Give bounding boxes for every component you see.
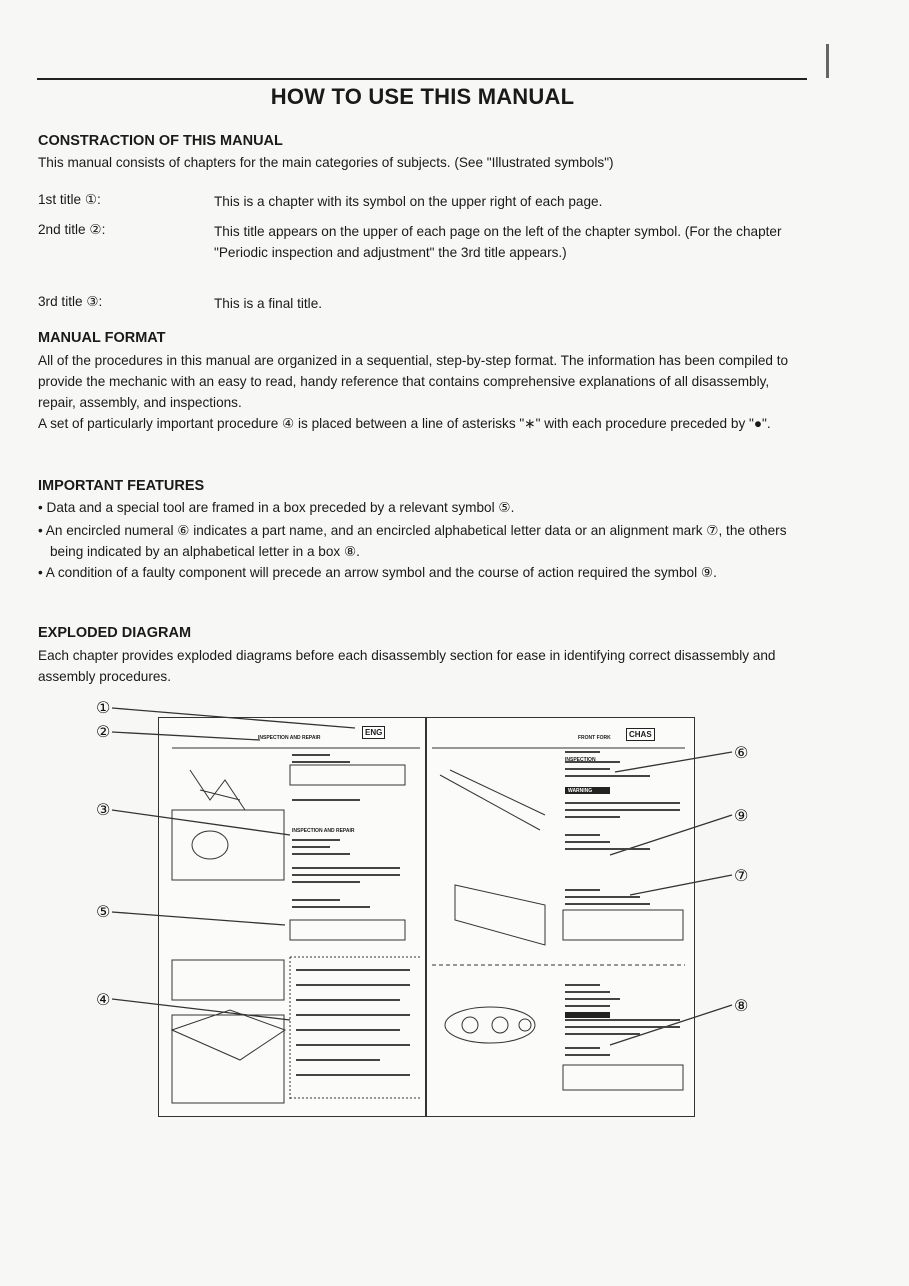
format-paragraph-2: A set of particularly important procedure ④ is placed between a line of asterisks "∗" with each procedure preceded by "●". xyxy=(38,416,771,431)
title-2-text: This title appears on the upper of each page on the left of the chapter symbol. (For the chapter "Periodic inspection and adjustment" the 3rd title appears.) xyxy=(214,224,782,260)
callout-5: ⑤ xyxy=(96,904,111,921)
feature-item-1: • Data and a special tool are framed in a box preceded by a relevant symbol ⑤. xyxy=(38,500,515,515)
callout-4: ④ xyxy=(96,992,111,1009)
figure-right-subtitle: INSPECTION xyxy=(565,757,596,763)
section-heading-format: MANUAL FORMAT xyxy=(38,330,166,346)
figure-left-header: INSPECTION AND REPAIR xyxy=(258,735,321,741)
exploded-text: Each chapter provides exploded diagrams before each disassembly section for ease in identifying correct disassembly and assembly procedures. xyxy=(38,648,776,684)
section-heading-construction: CONSTRACTION OF THIS MANUAL xyxy=(38,133,283,149)
title-3-label: 3rd title ③: xyxy=(38,294,103,309)
callout-9: ⑨ xyxy=(734,808,749,825)
section-heading-exploded: EXPLODED DIAGRAM xyxy=(38,625,192,641)
title-2-label: 2nd title ②: xyxy=(38,222,106,237)
callout-6: ⑥ xyxy=(734,745,749,762)
format-paragraph-1: All of the procedures in this manual are organized in a sequential, step-by-step format. The information has been compiled to provide the mechanic with an easy to read, handy reference that contains comprehensive explanations of all disassembly, repair, assembly, and inspections. xyxy=(38,353,789,410)
figure-left-subtitle: INSPECTION AND REPAIR xyxy=(292,828,355,834)
section-heading-features: IMPORTANT FEATURES xyxy=(38,478,205,494)
page-title: HOW TO USE THIS MANUAL xyxy=(270,84,575,109)
callout-3: ③ xyxy=(96,802,111,819)
callout-2: ② xyxy=(96,724,111,741)
figure-right-tag: CHAS xyxy=(626,728,655,741)
figure-right-header: FRONT FORK xyxy=(578,735,611,741)
title-3-text: This is a final title. xyxy=(214,296,323,311)
feature-item-3: • A condition of a faulty component will precede an arrow symbol and the course of action required the symbol ⑨. xyxy=(38,565,717,580)
callout-7: ⑦ xyxy=(734,868,749,885)
title-1-label: 1st title ①: xyxy=(38,192,101,207)
construction-intro: This manual consists of chapters for the main categories of subjects. (See "Illustrated symbols") xyxy=(38,155,614,170)
title-1-text: This is a chapter with its symbol on the upper right of each page. xyxy=(214,194,603,209)
callout-8: ⑧ xyxy=(734,998,749,1015)
figure-warning-label: WARNING xyxy=(568,788,593,794)
figure-left-tag: ENG xyxy=(362,726,385,739)
feature-item-2: • An encircled numeral ⑥ indicates a part name, and an encircled alphabetical letter data or an alignment mark ⑦, the others being indicated by an alphabetical letter in a box ⑧. xyxy=(38,523,787,559)
callout-1: ① xyxy=(96,700,111,717)
